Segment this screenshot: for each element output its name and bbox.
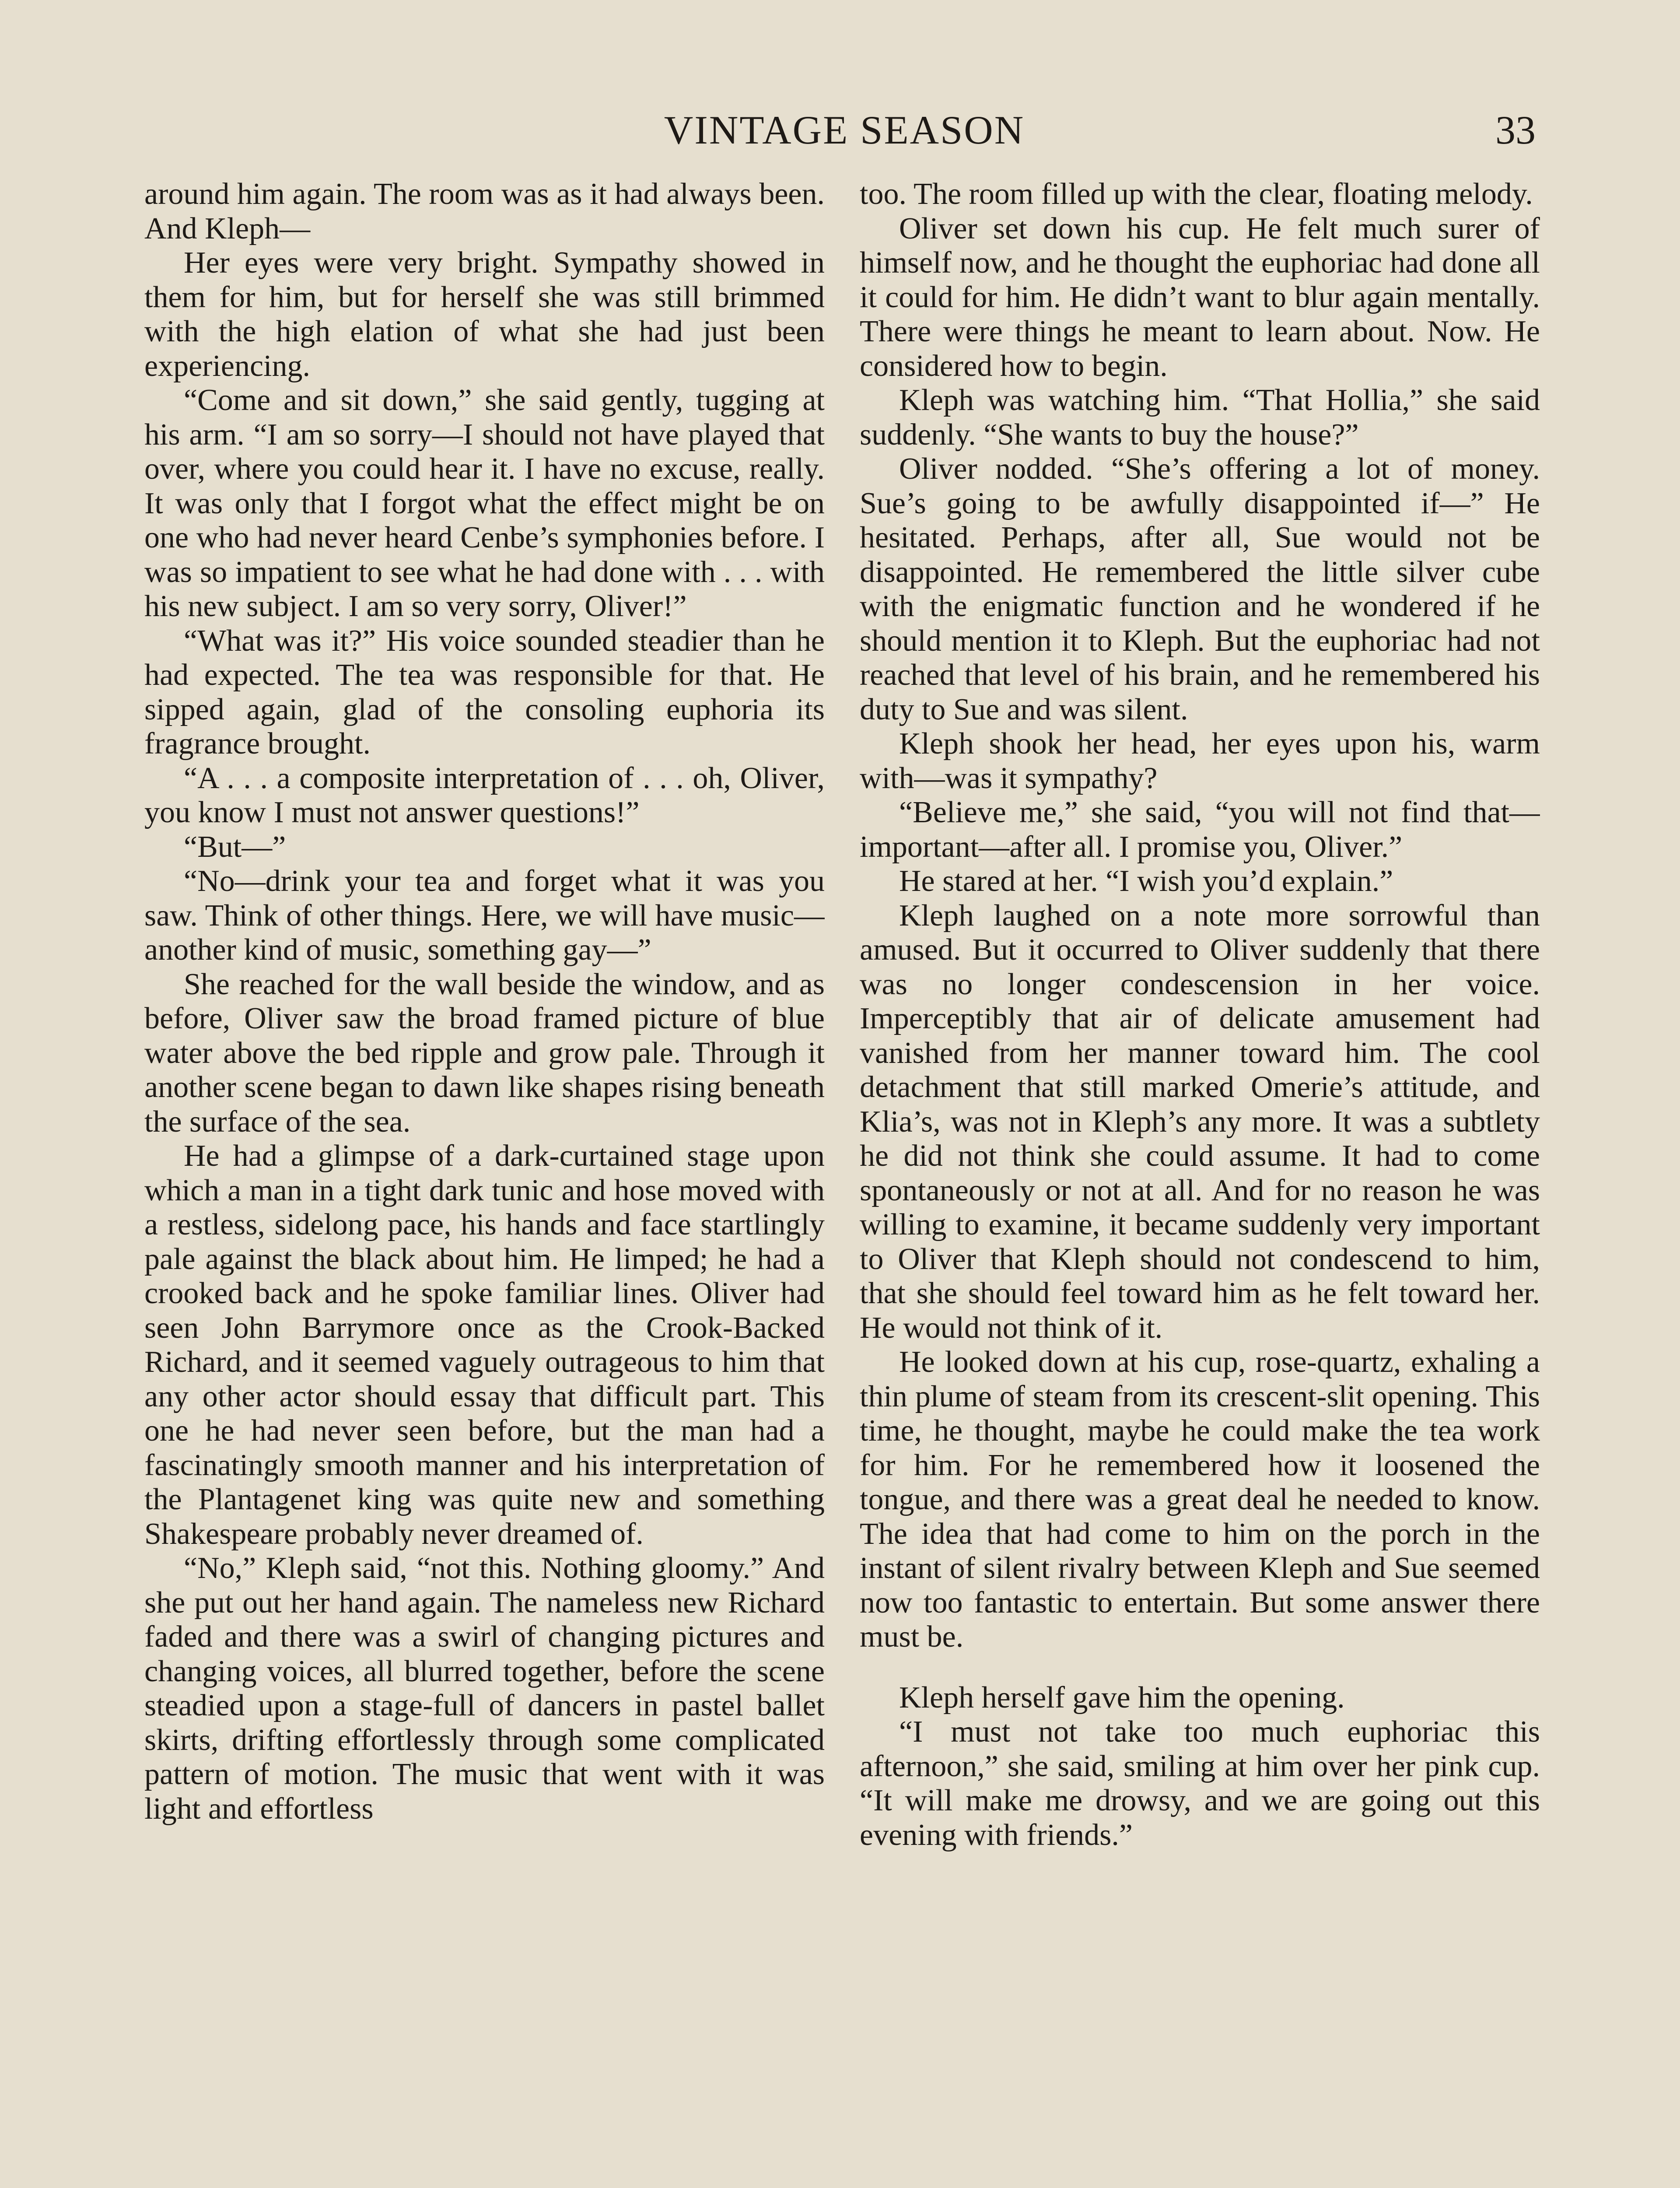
paragraph: Kleph shook her head, her eyes upon his, warm with—was it sympathy? [860,727,1540,795]
left-column [144,177,825,2188]
right-column [860,177,1540,2188]
paragraph: “No—drink your tea and forget what it was you saw. Think of other things. Here, we will have music—another kind of music, something gay—” [144,864,825,967]
paragraph: He stared at her. “I wish you’d explain.” [899,864,1393,898]
paragraph: Oliver nodded. “She’s offering a lot of money. Sue’s going to be awfully disappointed if—” He hesitated. Perhaps, after all, Sue would not be disappointed. He remembered the little silver cube with the enigmatic function and he wondered if he should mention it to Kleph. But the euphoriac had not reached that level of his brain, and he remembered his duty to Sue and was silent. [860,452,1540,726]
paragraph: “No,” Kleph said, “not this. Nothing gloomy.” And she put out her hand again. The nameless new Richard faded and there was a swirl of changing pictures and changing voices, all blurred together, before the scene steadied upon a stage-full of dancers in pastel ballet skirts, drifting effortlessly through some complicated pattern of motion. The music that went with it was light and effortless [144,1551,825,1826]
paragraph: “A . . . a composite interpretation of . . . oh, Oliver, you know I must not answer questions!” [144,761,825,829]
paragraph: He had a glimpse of a dark-curtained stage upon which a man in a tight dark tunic and hose moved with a restless, sidelong pace, his hands and face startlingly pale against the black about him. He limped; he had a crooked back and he spoke familiar lines. Oliver had seen John Barrymore once as the Crook-Backed Richard, and it seemed vaguely outrageous to him that any other actor should essay that difficult part. This one he had never seen before, but the man had a fascinatingly smooth manner and his interpretation of the Plantagenet king was quite new and something Shakespeare probably never dreamed of. [144,1139,825,1551]
paragraph: She reached for the wall beside the window, and as before, Oliver saw the broad framed picture of blue water above the bed ripple and grow pale. Through it another scene began to dawn like shapes rising beneath the surface of the sea. [144,967,825,1139]
paragraph: He looked down at his cup, rose-quartz, exhaling a thin plume of steam from its crescent-slit opening. This time, he thought, maybe he could make the tea work for him. For he remembered how it loosened the tongue, and there was a great deal he needed to know. The idea that had come to him on the porch in the instant of silent rivalry between Kleph and Sue seemed now too fantastic to entertain. But some answer there must be. [860,1345,1540,1654]
paragraph: around him again. The room was as it had always been. And Kleph— [144,177,825,245]
paragraph: “Believe me,” she said, “you will not find that—important—after all. I promise you, Oliver.” [860,796,1540,864]
paragraph: “But—” [184,830,286,864]
paragraph: Her eyes were very bright. Sympathy showed in them for him, but for herself she was still brimmed with the high elation of what she had just been experiencing. [144,246,825,383]
paragraph: Kleph laughed on a note more sorrowful than amused. But it occurred to Oliver suddenly that there was no longer condescension in her voice. Imperceptibly that air of delicate amusement had vanished from her manner toward him. The cool detachment that still marked Omerie’s attitude, and Klia’s, was not in Kleph’s any more. It was a subtlety he did not think she could assume. It had to come spontaneously or not at all. And for no reason he was willing to examine, it became suddenly very important to Oliver that Kleph should not condescend to him, that she should feel toward him as he felt toward her. He would not think of it. [860,898,1540,1345]
page-header [0,107,1680,159]
paragraph: Kleph herself gave him the opening. [899,1680,1345,1715]
running-title: VINTAGE SEASON [664,108,1025,152]
paragraph: Kleph was watching him. “That Hollia,” she said suddenly. “She wants to buy the house?” [860,383,1540,452]
paragraph: “I must not take too much euphoriac this afternoon,” she said, smiling at him over her pink cup. “It will make me drowsy, and we are going out this evening with friends.” [860,1715,1540,1852]
paragraph: “What was it?” His voice sounded steadier than he had expected. The tea was responsible for that. He sipped again, glad of the consoling euphoria its fragrance brought. [144,624,825,761]
paragraph: too. The room filled up with the clear, floating melody. [860,177,1533,211]
paragraph: Oliver set down his cup. He felt much surer of himself now, and he thought the euphoriac had done all it could for him. He didn’t want to blur again mentally. There were things he meant to learn about. Now. He considered how to begin. [860,211,1540,383]
page-number: 33 [1495,108,1536,152]
paragraph: “Come and sit down,” she said gently, tugging at his arm. “I am so sorry—I should not have played that over, where you could hear it. I have no excuse, really. It was only that I forgot what the effect might be on one who had never heard Cenbe’s symphonies before. I was so impatient to see what he had done with . . . with his new subject. I am so very sorry, Oliver!” [144,383,825,623]
